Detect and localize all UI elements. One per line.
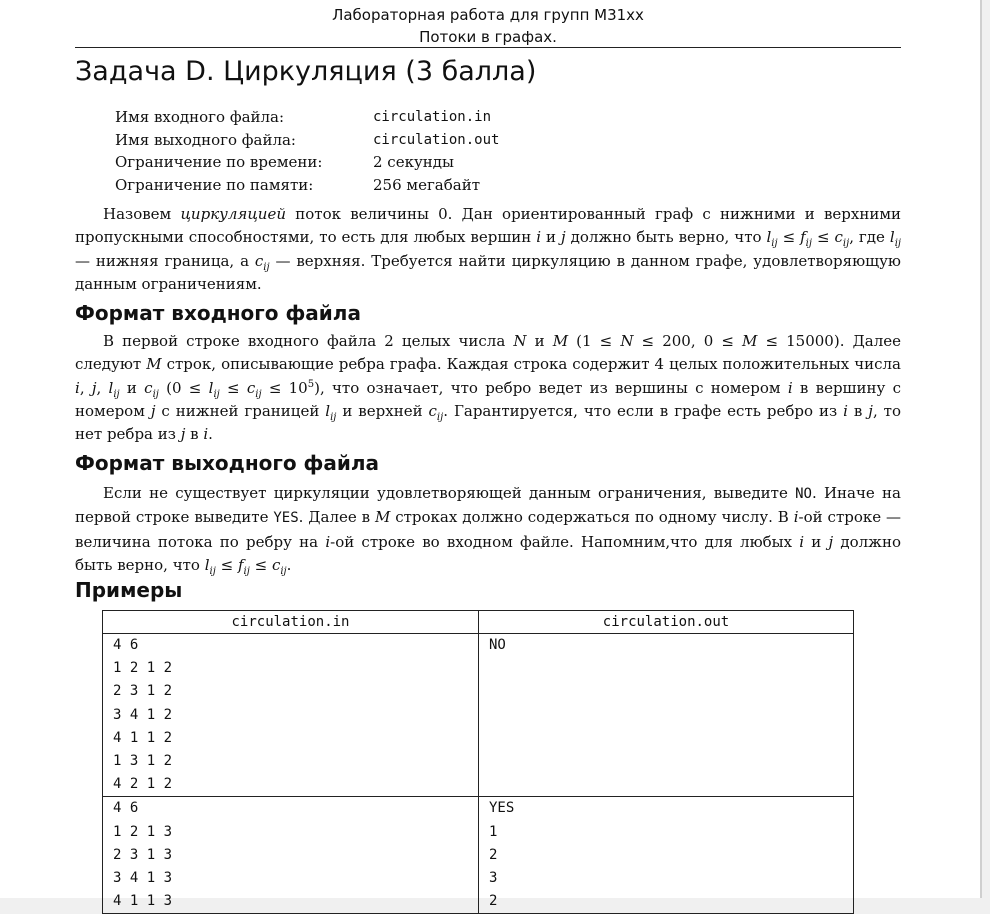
input-format-paragraph: В первой строке входного файла 2 целых числа N и M (1 ≤ N ≤ 200, 0 ≤ M ≤ 15000). Далее следуют M строк, описывающие ребра графа. Каждая строка содержит 4 целых положительных числа i, j, $l_{ij}$ и $c_{ij}$ $(0 \le l_{ij} \le c_{ij} \le 10^5)$, что означает, что ребро ведет из вершины с номером i в вершину с номером j с нижней границей $l_{ij}$ и верхней $c_{ij}$. Гарантируется, что если в графе есть ребро из i в j, то нет ребра из j в i. — [75, 332, 901, 444]
output-format-heading: Формат выходного файла — [75, 451, 380, 475]
meta-value: 2 секунды — [373, 153, 454, 171]
example-output-line: 3 — [489, 869, 498, 886]
example-input-line: 4 2 1 2 — [113, 776, 173, 793]
example-input-line: 4 6 — [113, 800, 139, 817]
example-input-line: 2 3 1 3 — [113, 846, 173, 863]
example-input-line: 4 1 1 3 — [113, 893, 173, 910]
examples-heading: Примеры — [75, 578, 183, 602]
example-output-line: YES — [489, 800, 515, 817]
meta-row — [115, 174, 499, 197]
meta-key: Ограничение по памяти: — [115, 175, 314, 194]
example-input-line: 3 4 1 2 — [113, 706, 173, 723]
example-row — [103, 634, 854, 797]
problem-title: Задача D. Циркуляция (3 балла) — [75, 56, 537, 87]
term-circulation: циркуляцией — [180, 205, 287, 223]
example-output-line: 2 — [489, 893, 498, 910]
example-output-line: 1 — [489, 823, 498, 840]
example-input-line: 2 3 1 2 — [113, 683, 173, 700]
example-input-line: 1 3 1 2 — [113, 752, 173, 769]
example-input-line: 3 4 1 3 — [113, 869, 173, 886]
running-header-course: Лабораторная работа для групп M31xx — [332, 6, 644, 24]
meta-value: 256 мегабайт — [373, 175, 481, 194]
example-input-line: 4 6 — [113, 637, 139, 653]
statement-paragraph: Назовем циркуляцией поток величины 0. Дан ориентированный граф с нижними и верхними пропускными способностями, то есть для любых вершин i и j должно быть верно, что $l_{ij} \le f_{ij} \le c_{ij}$, где $l_{ij}$ — нижняя граница, а $c_{ij}$ — верхняя. Требуется найти циркуляцию в данном графе, удовлетворяющую данным ограничениям. — [75, 205, 901, 293]
meta-value: circulation.out — [373, 131, 500, 148]
examples-col-input: circulation.in — [103, 611, 479, 634]
running-header-topic: Потоки в графах. — [419, 28, 557, 46]
meta-row — [115, 151, 499, 174]
meta-row — [115, 129, 499, 152]
meta-key: Имя выходного файла: — [115, 130, 296, 149]
example-input-line: 1 2 1 3 — [113, 823, 173, 840]
input-format-heading: Формат входного файла — [75, 301, 361, 325]
examples-col-output: circulation.out — [479, 611, 854, 634]
example-input-cell — [103, 797, 479, 914]
example-output-line: NO — [489, 637, 506, 653]
example-output-line: 2 — [489, 846, 498, 863]
header-rule — [75, 47, 901, 48]
meta-key: Имя входного файла: — [115, 108, 285, 126]
meta-row — [115, 106, 499, 129]
problem-meta-table — [115, 106, 499, 196]
output-format-paragraph: Если не существует циркуляции удовлетворяющей данным ограничения, выведите NO. Иначе на первой строке выведите YES. Далее в M строках должно содержаться по одному числу. В i-ой строке — величина потока по ребру на i-ой строке во входном файле. Напомним,что для любых i и j должно быть верно, что $l_{ij} \le f_{ij} \le c_{ij}$. — [75, 484, 902, 577]
example-output-cell — [479, 634, 854, 797]
example-input-line: 1 2 1 2 — [113, 660, 173, 677]
example-output-cell — [479, 797, 854, 914]
meta-value: circulation.in — [373, 109, 492, 125]
example-row — [103, 797, 854, 914]
example-input-line: 4 1 1 2 — [113, 729, 173, 746]
examples-table — [102, 610, 854, 914]
meta-key: Ограничение по времени: — [115, 153, 323, 171]
example-input-cell — [103, 634, 479, 797]
